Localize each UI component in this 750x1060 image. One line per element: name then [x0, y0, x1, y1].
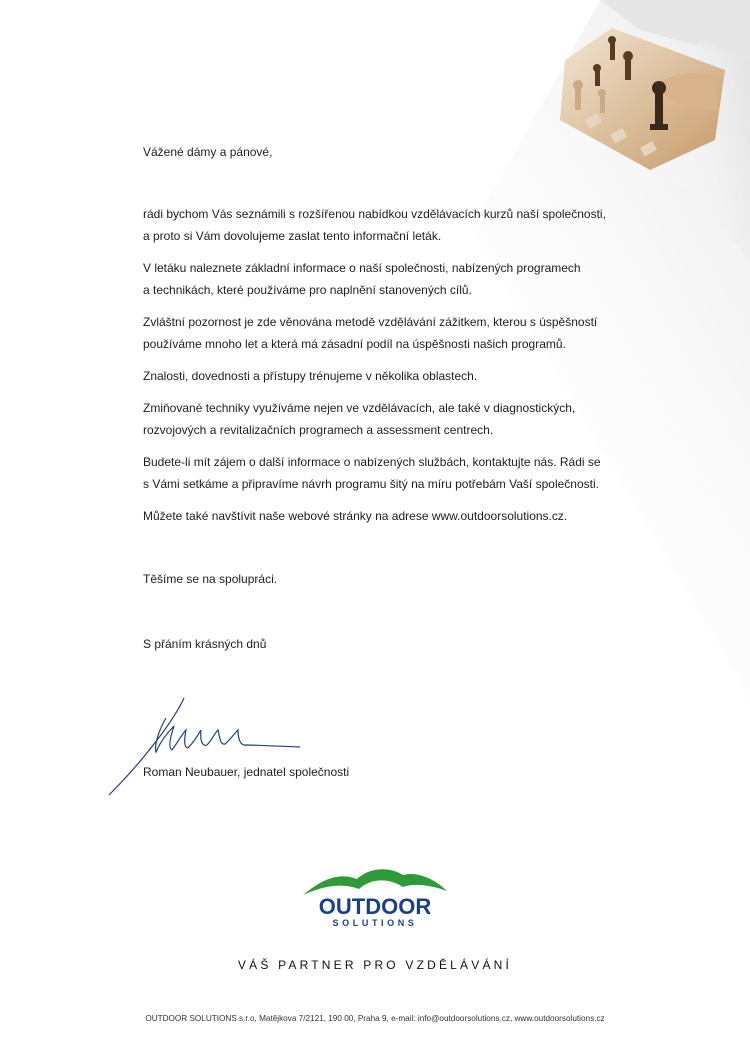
paragraph-line: Znalosti, dovednosti a přístupy trénujeme v několika oblastech.: [143, 369, 478, 383]
paragraph-offer: [143, 203, 623, 247]
paragraph-line: Budete-li mít zájem o další informace o nabízených službách, kontaktujte nás. Rádi se: [143, 455, 601, 469]
closing-cooperation: Těšíme se na spolupráci.: [143, 572, 278, 586]
tagline: VÁŠ PARTNER PRO VZDĚLÁVÁNÍ: [237, 958, 513, 972]
svg-text:SOLUTIONS: SOLUTIONS: [332, 918, 418, 928]
paragraph-leaflet: [143, 257, 623, 301]
signer-name: Roman Neubauer, jednatel společnosti: [143, 765, 350, 779]
paragraph-line: Můžete také navštívit naše webové stránky na adrese www.outdoorsolutions.cz.: [143, 509, 568, 523]
footer-contact: OUTDOOR SOLUTIONS s.r.o, Matějkova 7/2121, 190 00, Praha 9, e-mail: info@outdoorsolutions.cz, www.outdoorsolutions.cz: [145, 1014, 605, 1023]
greeting: Vážené dámy a pánové,: [143, 145, 273, 159]
paragraph-method: [143, 311, 623, 355]
paragraph-line: s Vámi setkáme a připravíme návrh programu šitý na míru potřebám Vaší společnosti.: [143, 477, 599, 491]
paragraph-techniques: [143, 397, 623, 441]
paragraph-website: [143, 505, 623, 527]
signature: [104, 690, 304, 800]
paragraph-line: Zmiňované techniky využíváme nejen ve vzdělávacích, ale také v diagnostických,: [143, 401, 576, 415]
paragraph-skills: [143, 365, 623, 387]
paragraph-line: používáme mnoho let a která má zásadní podíl na úspěšnosti našich programů.: [143, 337, 566, 351]
paragraph-line: Zvláštní pozornost je zde věnována metodě vzdělávání zážitkem, kterou s úspěšností: [143, 315, 598, 329]
closing-wishes: S přáním krásných dnů: [143, 637, 267, 651]
paragraph-line: a technikách, které používáme pro naplnění stanovených cílů.: [143, 283, 472, 297]
paragraph-line: V letáku naleznete základní informace o naší společnosti, nabízených programech: [143, 261, 581, 275]
paragraph-contact: [143, 451, 623, 495]
svg-text:OUTDOOR: OUTDOOR: [318, 894, 432, 919]
paragraph-line: rozvojových a revitalizačních programech a assessment centrech.: [143, 423, 494, 437]
outdoor-solutions-logo: [295, 863, 455, 929]
paragraph-line: a proto si Vám dovolujeme zaslat tento informační leták.: [143, 229, 442, 243]
paragraph-line: rádi bychom Vás seznámili s rozšířenou nabídkou vzdělávacích kurzů naší společnosti,: [143, 207, 606, 221]
